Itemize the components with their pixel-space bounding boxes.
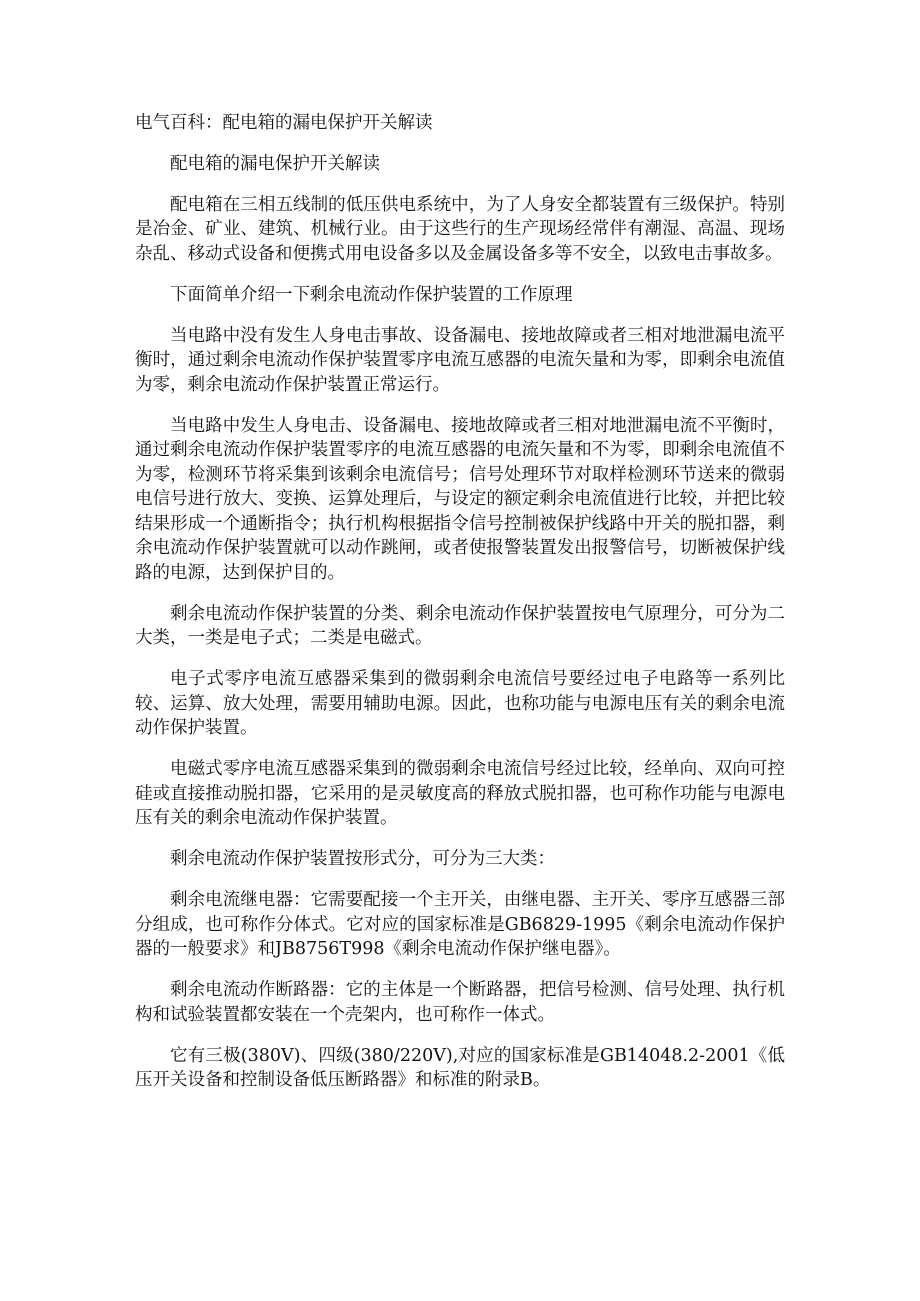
paragraph-principle-heading: 下面简单介绍一下剩余电流动作保护装置的工作原理 [170,284,573,305]
paragraph-form-classification: 剩余电流动作保护装置按形式分，可分为三大类： [170,849,555,869]
document-body [135,111,785,1109]
document-title: 电气百科：配电箱的漏电保护开关解读 [135,113,433,133]
paragraph-intro: 配电箱在三相五线制的低压供电系统中，为了人身安全都装置有三级保护。特别是冶金、矿业、建筑、机械行业。由于这些行的生产现场经常伴有潮湿、高温、现场杂乱、移动式设备和便携式用电设备多以及金属设备多等不安全，以致电击事故多。 [135,194,785,264]
paragraph-poles-standard: 它有三极(380V)、四级(380/220V),对应的国家标准是GB14048.2-2001《低压开关设备和控制设备低压断路器》和标准的附录B。 [135,1045,785,1090]
paragraph-relay: 剩余电流继电器：它需要配接一个主开关，由继电器、主开关、零序互感器三部分组成，也可称作分体式。它对应的国家标准是GB6829-1995《剩余电流动作保护器的一般要求》和JB8756T998《剩余电流动作保护继电器》。 [135,890,785,959]
paragraph-classification: 剩余电流动作保护装置的分类、剩余电流动作保护装置按电气原理分，可分为二大类，一类是电子式；二类是电磁式。 [135,603,785,648]
paragraph-electronic-type: 电子式零序电流互感器采集到的微弱剩余电流信号要经过电子电路等一系列比较、运算、放大处理，需要用辅助电源。因此，也称功能与电源电压有关的剩余电流动作保护装置。 [135,669,785,738]
paragraph-normal-operation: 当电路中没有发生人身电击事故、设备漏电、接地故障或者三相对地泄漏电流平衡时，通过剩余电流动作保护装置零序电流互感器的电流矢量和为零，即剩余电流值为零，剩余电流动作保护装置正常运行。 [135,325,785,395]
paragraph-electromagnetic-type: 电磁式零序电流互感器采集到的微弱剩余电流信号经过比较，经单向、双向可控硅或直接推动脱扣器，它采用的是灵敏度高的释放式脱扣器，也可称作功能与电源电压有关的剩余电流动作保护装置。 [135,759,785,828]
paragraph-fault-operation: 当电路中发生人身电击、设备漏电、接地故障或者三相对地泄漏电流不平衡时，通过剩余电流动作保护装置零序的电流互感器的电流矢量和不为零，即剩余电流值不为零，检测环节将采集到该剩余电流信号；信号处理环节对取样检测环节送来的微弱电信号进行放大、变换、运算处理后，与设定的额定剩余电流值进行比较，并把比较结果形成一个通断指令；执行机构根据指令信号控制被保护线路中开关的脱扣器，剩余电流动作保护装置就可以动作跳闸，或者使报警装置发出报警信号，切断被保护线路的电源，达到保护目的。 [135,415,785,583]
paragraph-subtitle: 配电箱的漏电保护开关解读 [170,153,380,174]
paragraph-breaker: 剩余电流动作断路器：它的主体是一个断路器，把信号检测、信号处理、执行机构和试验装置都安装在一个壳架内，也可称作一体式。 [135,980,785,1025]
